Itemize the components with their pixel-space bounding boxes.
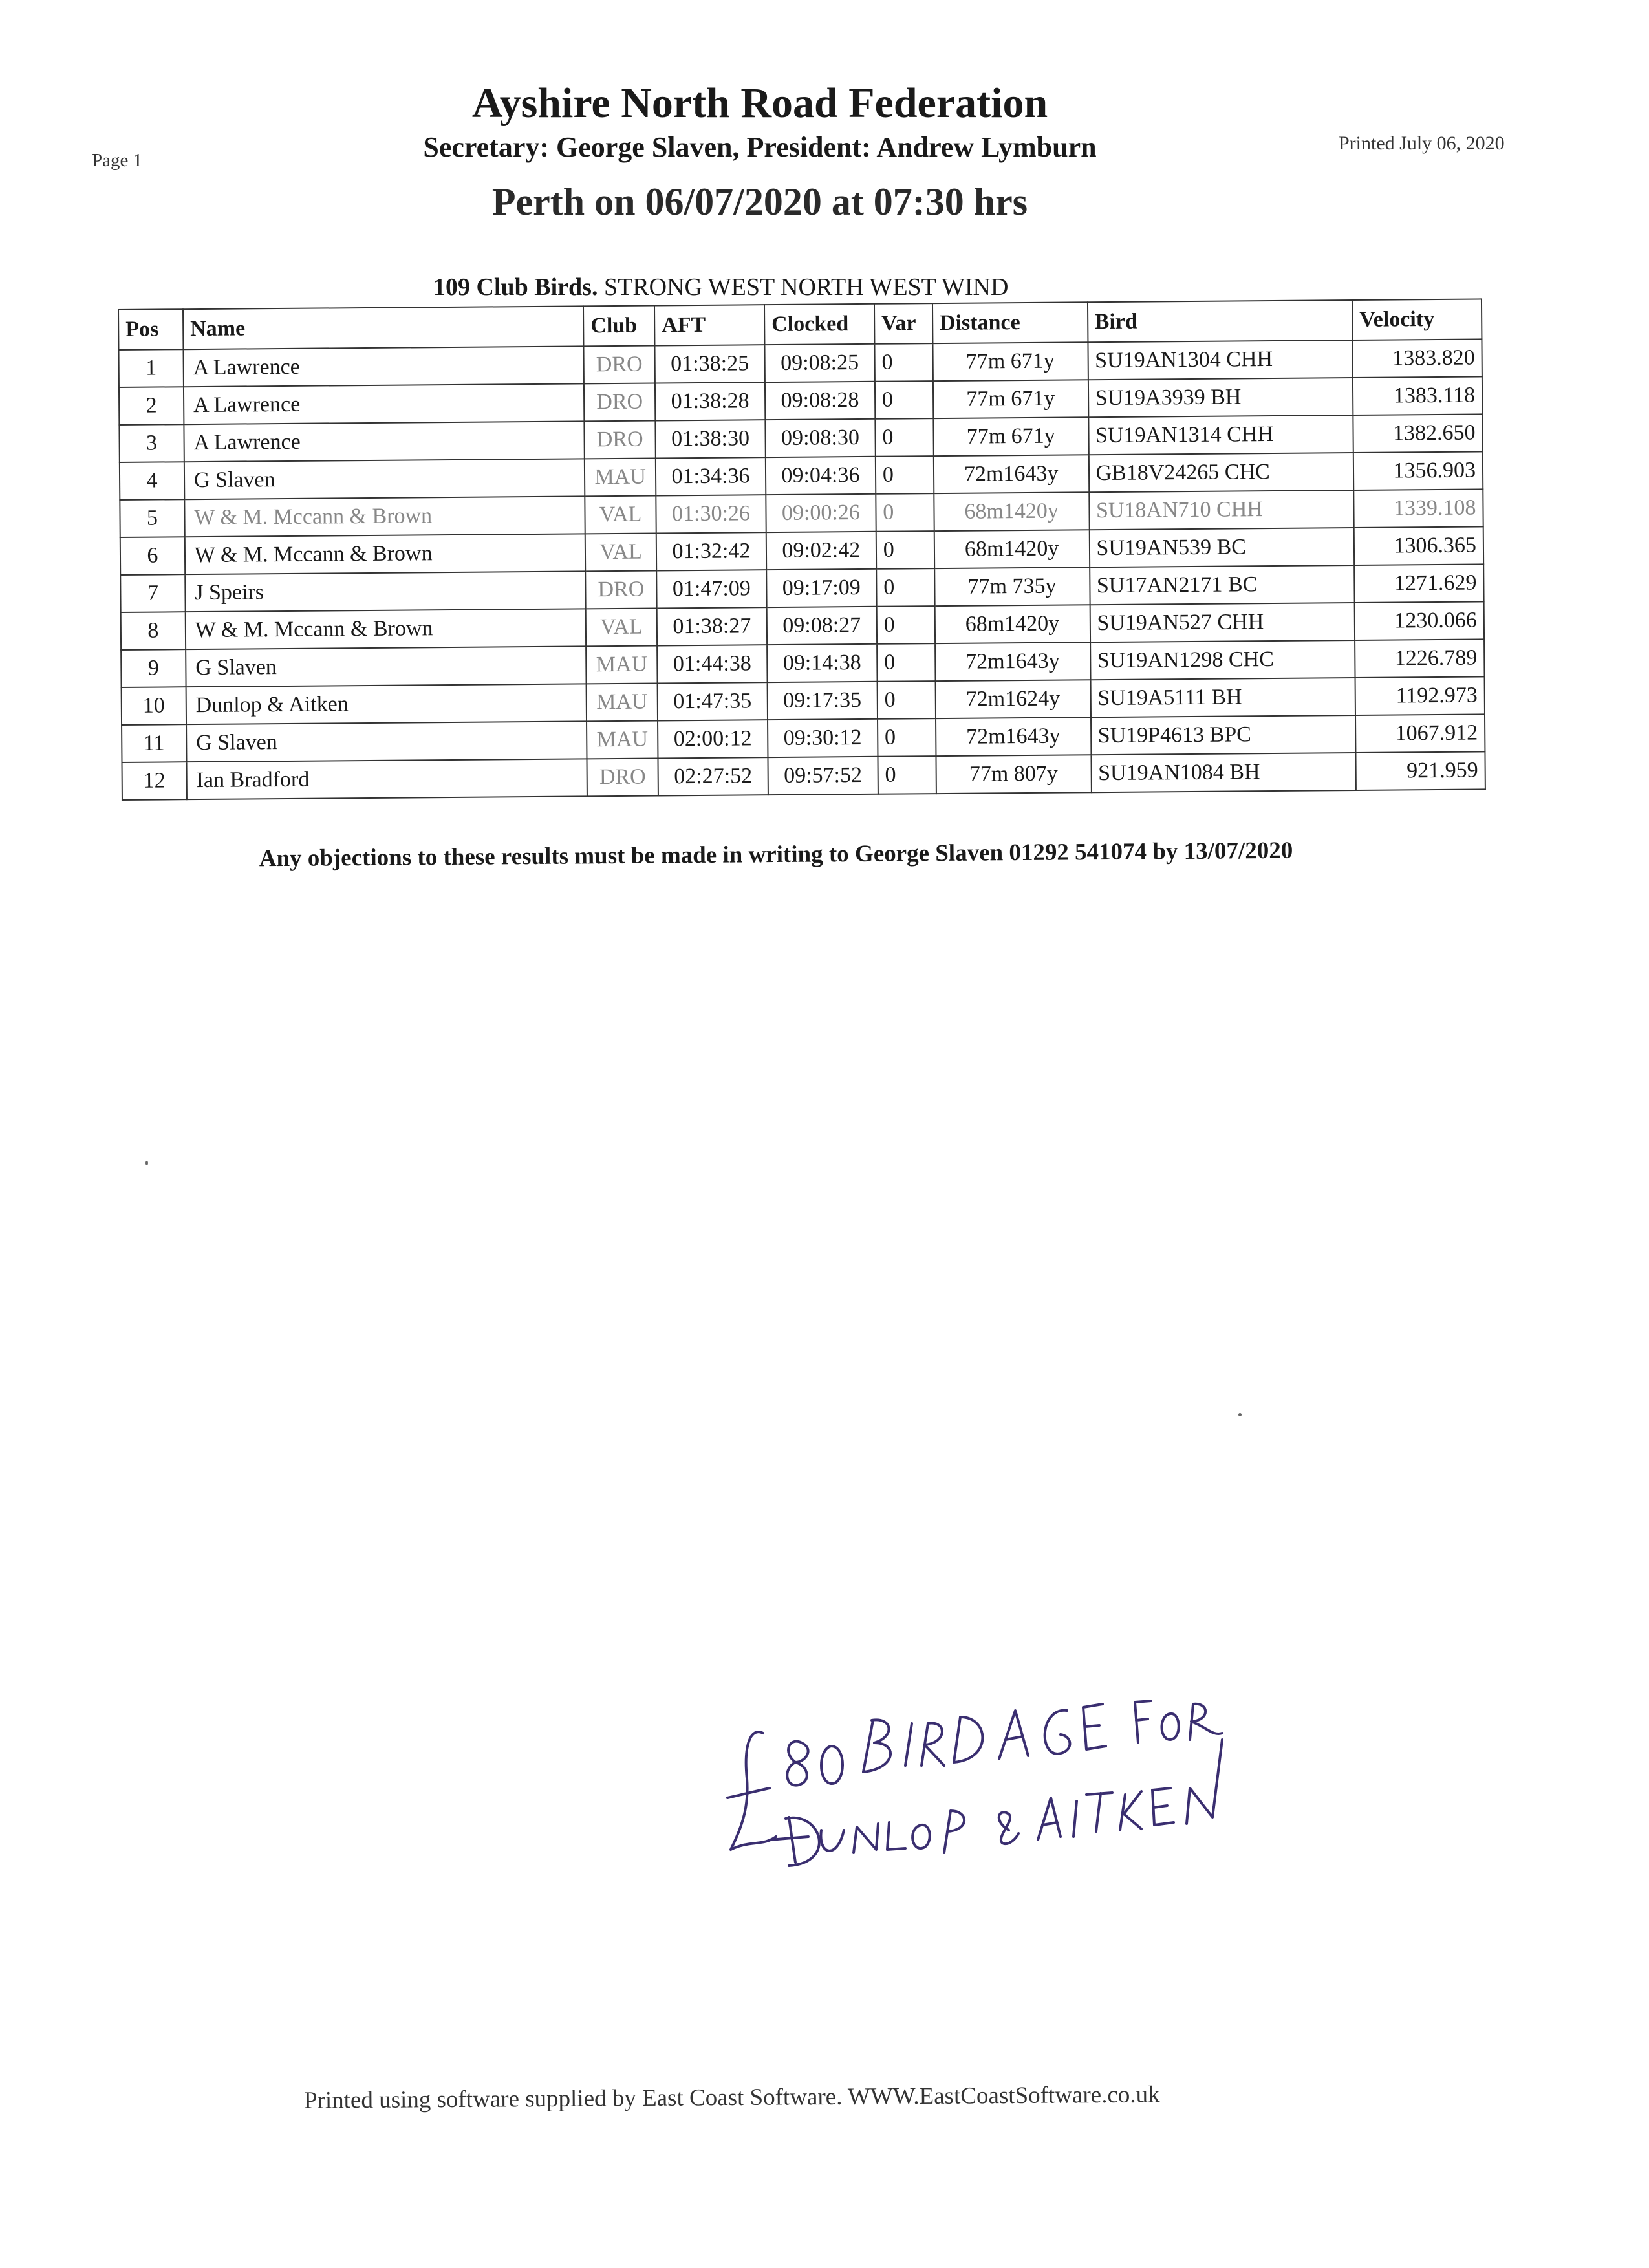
cell-velocity: 1306.365 xyxy=(1354,526,1483,565)
cell-name: A Lawrence xyxy=(184,421,585,462)
objections-notice: Any objections to these results must be made in writing to George Slaven 01292 541074 by 13/07/2020 xyxy=(259,837,1293,872)
col-aft: AFT xyxy=(654,305,764,345)
cell-velocity: 1339.108 xyxy=(1353,489,1483,528)
cell-distance: 77m 807y xyxy=(936,755,1091,794)
cell-club: MAU xyxy=(587,720,658,759)
cell-name: A Lawrence xyxy=(183,346,584,387)
cell-clocked: 09:08:27 xyxy=(767,607,877,645)
cell-clocked: 09:30:12 xyxy=(768,719,878,757)
cell-pos: 7 xyxy=(120,574,185,612)
cell-name: A Lawrence xyxy=(184,383,585,424)
cell-var: 0 xyxy=(877,643,935,682)
cell-name: Ian Bradford xyxy=(186,759,587,799)
cell-distance: 68m1420y xyxy=(934,530,1089,568)
cell-velocity: 1226.789 xyxy=(1355,639,1484,678)
results-table xyxy=(118,298,1486,801)
race-heading: Perth on 06/07/2020 at 07:30 hrs xyxy=(491,180,1028,223)
cell-club: DRO xyxy=(585,570,656,609)
cell-club: DRO xyxy=(587,758,658,796)
cell-var: 0 xyxy=(877,681,935,719)
printed-date: Printed July 06, 2020 xyxy=(1339,133,1505,154)
cell-pos: 11 xyxy=(122,724,186,762)
cell-pos: 5 xyxy=(120,499,184,537)
cell-velocity: 1192.973 xyxy=(1355,676,1485,715)
cell-name: W & M. Mccann & Brown xyxy=(184,496,585,537)
cell-aft: 02:27:52 xyxy=(658,757,768,795)
col-name: Name xyxy=(183,306,584,349)
wind-conditions: STRONG WEST NORTH WEST WIND xyxy=(603,274,1009,301)
cell-velocity: 1383.118 xyxy=(1353,376,1482,415)
cell-clocked: 09:08:25 xyxy=(764,344,874,382)
cell-clocked: 09:17:09 xyxy=(766,569,876,607)
col-bird: Bird xyxy=(1087,300,1352,342)
cell-club: DRO xyxy=(584,420,655,459)
cell-var: 0 xyxy=(876,568,934,607)
cell-club: MAU xyxy=(587,683,658,721)
cell-name: W & M. Mccann & Brown xyxy=(186,609,587,649)
cell-bird: SU19AN539 BC xyxy=(1089,528,1354,567)
col-velocity: Velocity xyxy=(1352,299,1482,340)
cell-clocked: 09:04:36 xyxy=(766,457,876,495)
cell-distance: 77m 735y xyxy=(934,567,1090,606)
cell-velocity: 1230.066 xyxy=(1355,601,1484,640)
cell-club: VAL xyxy=(585,495,656,534)
cell-bird: GB18V24265 CHC xyxy=(1088,453,1353,492)
cell-bird: SU19A5111 BH xyxy=(1090,678,1355,717)
cell-bird: SU18AN710 CHH xyxy=(1089,490,1354,530)
cell-name: W & M. Mccann & Brown xyxy=(185,534,586,574)
cell-aft: 01:44:38 xyxy=(657,645,767,683)
cell-velocity: 1271.629 xyxy=(1354,564,1483,603)
cell-pos: 4 xyxy=(120,462,184,500)
cell-club: MAU xyxy=(585,458,656,496)
cell-distance: 68m1420y xyxy=(934,492,1089,531)
scan-speck xyxy=(1238,1413,1242,1416)
cell-pos: 6 xyxy=(120,537,185,575)
cell-bird: SU17AN2171 BC xyxy=(1090,565,1355,605)
cell-club: VAL xyxy=(585,533,656,571)
cell-club: MAU xyxy=(586,645,657,684)
col-var: Var xyxy=(874,303,932,344)
cell-pos: 10 xyxy=(122,687,186,725)
col-pos: Pos xyxy=(118,309,183,350)
cell-var: 0 xyxy=(874,343,932,382)
col-club: Club xyxy=(583,305,654,346)
cell-pos: 2 xyxy=(119,387,184,425)
cell-distance: 72m1624y xyxy=(935,680,1090,718)
cell-aft: 01:38:27 xyxy=(657,607,767,645)
cell-pos: 3 xyxy=(119,424,184,462)
cell-name: G Slaven xyxy=(186,721,587,762)
cell-aft: 01:47:35 xyxy=(658,682,768,720)
cell-bird: SU19AN527 CHH xyxy=(1090,603,1355,642)
cell-club: DRO xyxy=(584,345,655,383)
cell-aft: 01:38:28 xyxy=(655,382,765,420)
cell-clocked: 09:02:42 xyxy=(766,532,876,570)
cell-var: 0 xyxy=(876,606,934,644)
cell-aft: 01:38:25 xyxy=(655,345,765,383)
cell-clocked: 09:14:38 xyxy=(767,644,877,682)
cell-var: 0 xyxy=(876,493,934,532)
cell-bird: SU19P4613 BPC xyxy=(1091,715,1356,755)
cell-pos: 9 xyxy=(121,649,186,687)
cell-aft: 01:47:09 xyxy=(656,570,766,608)
cell-bird: SU19AN1298 CHC xyxy=(1090,640,1355,680)
footer-credit: Printed using software supplied by East Coast Software. WWW.EastCoastSoftware.co.uk xyxy=(303,2081,1160,2114)
federation-title: Ayshire North Road Federation xyxy=(471,80,1048,127)
cell-velocity: 1067.912 xyxy=(1355,714,1485,753)
cell-bird: SU19AN1304 CHH xyxy=(1088,340,1353,380)
cell-distance: 72m1643y xyxy=(936,717,1091,756)
cell-distance: 77m 671y xyxy=(933,417,1088,456)
cell-distance: 77m 671y xyxy=(932,342,1088,381)
scan-speck xyxy=(146,1161,148,1165)
cell-club: DRO xyxy=(584,383,655,421)
cell-club: VAL xyxy=(586,608,657,646)
cell-clocked: 09:00:26 xyxy=(766,494,876,532)
cell-clocked: 09:08:28 xyxy=(765,382,875,420)
cell-bird: SU19AN1084 BH xyxy=(1091,753,1356,792)
cell-pos: 8 xyxy=(121,612,186,650)
cell-velocity: 1382.650 xyxy=(1353,414,1482,453)
bird-count: 109 Club Birds. xyxy=(433,274,598,301)
cell-aft: 01:30:26 xyxy=(656,495,766,533)
cell-name: G Slaven xyxy=(184,459,585,499)
cell-distance: 72m1643y xyxy=(934,455,1089,493)
cell-var: 0 xyxy=(875,381,933,419)
cell-pos: 1 xyxy=(118,349,183,387)
handwritten-note xyxy=(724,1656,1255,1895)
results-body xyxy=(118,339,1485,800)
col-clocked: Clocked xyxy=(764,304,874,345)
cell-var: 0 xyxy=(875,418,933,457)
col-distance: Distance xyxy=(932,302,1088,343)
cell-clocked: 09:57:52 xyxy=(768,757,878,795)
cell-clocked: 09:08:30 xyxy=(765,419,875,457)
cell-bird: SU19AN1314 CHH xyxy=(1088,415,1353,455)
cell-distance: 72m1643y xyxy=(935,642,1090,681)
cell-aft: 02:00:12 xyxy=(658,720,768,758)
cell-distance: 77m 671y xyxy=(933,380,1088,418)
cell-clocked: 09:17:35 xyxy=(768,682,878,720)
cell-velocity: 1356.903 xyxy=(1353,451,1483,490)
cell-aft: 01:38:30 xyxy=(655,420,765,458)
cell-distance: 68m1420y xyxy=(934,605,1090,643)
cell-velocity: 921.959 xyxy=(1356,751,1485,790)
cell-aft: 01:32:42 xyxy=(656,532,766,570)
cell-var: 0 xyxy=(878,718,936,757)
cell-name: Dunlop & Aitken xyxy=(186,684,587,724)
race-info xyxy=(433,273,1008,301)
cell-var: 0 xyxy=(876,531,934,569)
cell-name: G Slaven xyxy=(186,646,587,687)
cell-var: 0 xyxy=(878,756,936,794)
cell-velocity: 1383.820 xyxy=(1353,339,1482,378)
cell-pos: 12 xyxy=(122,762,187,800)
cell-bird: SU19A3939 BH xyxy=(1088,378,1353,417)
cell-aft: 01:34:36 xyxy=(656,457,766,495)
cell-name: J Speirs xyxy=(185,571,586,612)
page-number: Page 1 xyxy=(92,150,143,171)
officers-line: Secretary: George Slaven, President: Andrew Lymburn xyxy=(423,131,1097,163)
cell-var: 0 xyxy=(876,456,934,494)
